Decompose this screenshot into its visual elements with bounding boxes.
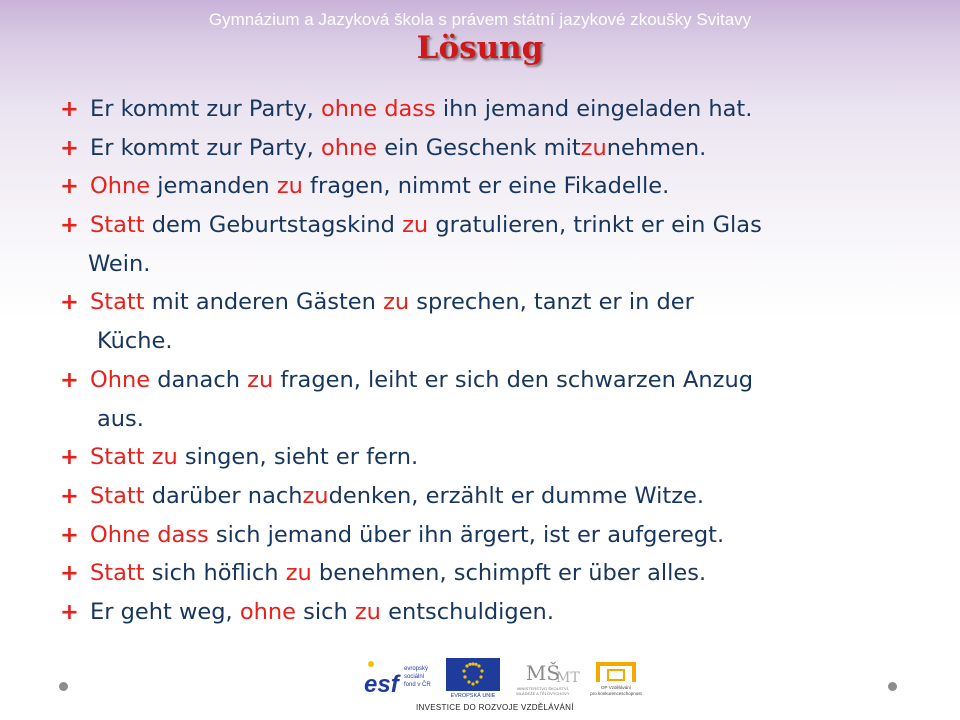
plus-bullet-icon: + xyxy=(60,444,79,471)
solution-line xyxy=(60,554,940,593)
svg-text:MINISTERSTVO ŠKOLSTVÍ,: MINISTERSTVO ŠKOLSTVÍ, xyxy=(517,686,569,691)
sentence-text: Er kommt zur Party, xyxy=(90,96,321,122)
svg-text:evropský: evropský xyxy=(404,666,429,672)
plus-bullet-icon: + xyxy=(60,482,79,509)
solution-line xyxy=(60,129,940,168)
highlighted-word: Statt xyxy=(90,560,145,587)
sentence-text: sich höflich xyxy=(144,560,286,587)
sentence-text: darüber nach xyxy=(144,482,303,509)
solution-line xyxy=(60,477,940,516)
svg-text:MT: MT xyxy=(556,670,580,686)
sentence-text: jemanden xyxy=(150,173,277,200)
plus-bullet-icon: + xyxy=(60,96,79,122)
solution-line xyxy=(60,283,940,322)
solution-line xyxy=(60,516,940,555)
solution-line-continuation xyxy=(60,400,940,439)
slide-title: Lösung xyxy=(416,30,544,66)
esf-logo-text: esf xyxy=(364,671,399,698)
plus-bullet-icon: + xyxy=(60,598,79,625)
plus-bullet-icon: + xyxy=(60,173,79,200)
solution-line xyxy=(60,90,940,129)
sentence-text: entschuldigen. xyxy=(380,598,554,625)
highlighted-word: ohne xyxy=(320,134,378,161)
svg-text:fond v ČR: fond v ČR xyxy=(404,682,431,688)
highlighted-word: zu xyxy=(285,560,312,587)
solution-line-continuation xyxy=(60,322,940,361)
sentence-text: mit anderen Gästen xyxy=(144,289,384,316)
svg-text:sociální: sociální xyxy=(404,674,425,680)
sentence-text: dem Geburtstagskind xyxy=(144,212,403,239)
msmt-logo xyxy=(510,658,580,698)
plus-bullet-icon: + xyxy=(60,289,79,316)
solution-line xyxy=(60,438,940,477)
highlighted-word: zu xyxy=(402,212,429,239)
sentence-text: sich jemand über ihn ärgert, ist er aufgeregt. xyxy=(208,521,725,548)
plus-bullet-icon: + xyxy=(60,560,79,587)
solution-line-continuation xyxy=(60,245,940,284)
highlighted-word: zu xyxy=(302,482,329,509)
sentence-text: Er kommt zur Party, xyxy=(90,134,321,161)
highlighted-word: zu xyxy=(247,366,274,393)
right-dot xyxy=(888,682,897,691)
svg-text:OP Vzdělávání: OP Vzdělávání xyxy=(601,685,631,690)
highlighted-word: Statt xyxy=(90,212,145,239)
sentence-text: Er geht weg, xyxy=(90,598,240,625)
plus-bullet-icon: + xyxy=(60,366,79,393)
sentence-text: ihn jemand eingeladen hat. xyxy=(435,96,753,122)
highlighted-word: Ohne xyxy=(90,173,151,200)
sentence-text: gratulieren, trinkt er ein Glas xyxy=(428,212,762,239)
sentence-text: Wein. xyxy=(88,250,151,277)
eu-label: EVROPSKÁ UNIE xyxy=(450,693,496,699)
plus-bullet-icon: + xyxy=(60,134,79,161)
solution-line xyxy=(60,206,940,245)
highlighted-word: Ohne dass xyxy=(90,521,209,548)
sentence-text: sich xyxy=(295,598,355,625)
sentence-text: aus. xyxy=(97,405,144,432)
sentence-text: danach xyxy=(150,366,248,393)
svg-text:MLÁDEŽE A TĚLOVÝCHOVY: MLÁDEŽE A TĚLOVÝCHOVY xyxy=(516,691,570,696)
solution-line xyxy=(60,167,940,206)
highlighted-word: Statt xyxy=(90,289,145,316)
highlighted-word: ohne xyxy=(239,598,296,625)
sentence-text: fragen, nimmt er eine Fikadelle. xyxy=(302,173,670,200)
left-dot xyxy=(59,682,68,691)
investment-slogan: INVESTICE DO ROZVOJE VZDĚLÁVÁNÍ xyxy=(416,703,574,712)
plus-bullet-icon: + xyxy=(60,521,79,548)
sentence-text: sprechen, tanzt er in der xyxy=(409,289,694,316)
sentence-text: denken, erzählt er dumme Witze. xyxy=(328,482,705,509)
svg-text:MŠ: MŠ xyxy=(525,661,561,685)
highlighted-word: zu xyxy=(276,173,303,200)
svg-text:pro konkurenceschopnost: pro konkurenceschopnost xyxy=(590,691,642,696)
op-logo xyxy=(588,658,644,698)
highlighted-word: zu xyxy=(354,598,381,625)
eu-flag-icon xyxy=(446,658,500,698)
footer-logos xyxy=(360,652,650,714)
sentence-text: ein Geschenk mit xyxy=(377,134,581,161)
sentence-text: Küche. xyxy=(97,328,173,355)
sentence-text: benehmen, schimpft er über alles. xyxy=(311,560,707,587)
sentence-text: fragen, leiht er sich den schwarzen Anzug xyxy=(273,366,754,393)
highlighted-word: zu xyxy=(580,134,607,161)
highlighted-word: ohne dass xyxy=(320,96,436,122)
highlighted-word: Statt xyxy=(90,482,145,509)
sentence-text: singen, sieht er fern. xyxy=(177,444,419,471)
solution-list xyxy=(60,90,940,632)
school-header: Gymnázium a Jazyková škola s právem státní jazykové zkoušky Svitavy xyxy=(208,10,752,29)
esf-logo xyxy=(362,658,440,698)
sentence-text: nehmen. xyxy=(606,134,707,161)
solution-line xyxy=(60,593,940,632)
plus-bullet-icon: + xyxy=(60,212,79,239)
solution-line xyxy=(60,361,940,400)
highlighted-word: Statt zu xyxy=(90,444,178,471)
highlighted-word: zu xyxy=(383,289,410,316)
highlighted-word: Ohne xyxy=(90,366,151,393)
